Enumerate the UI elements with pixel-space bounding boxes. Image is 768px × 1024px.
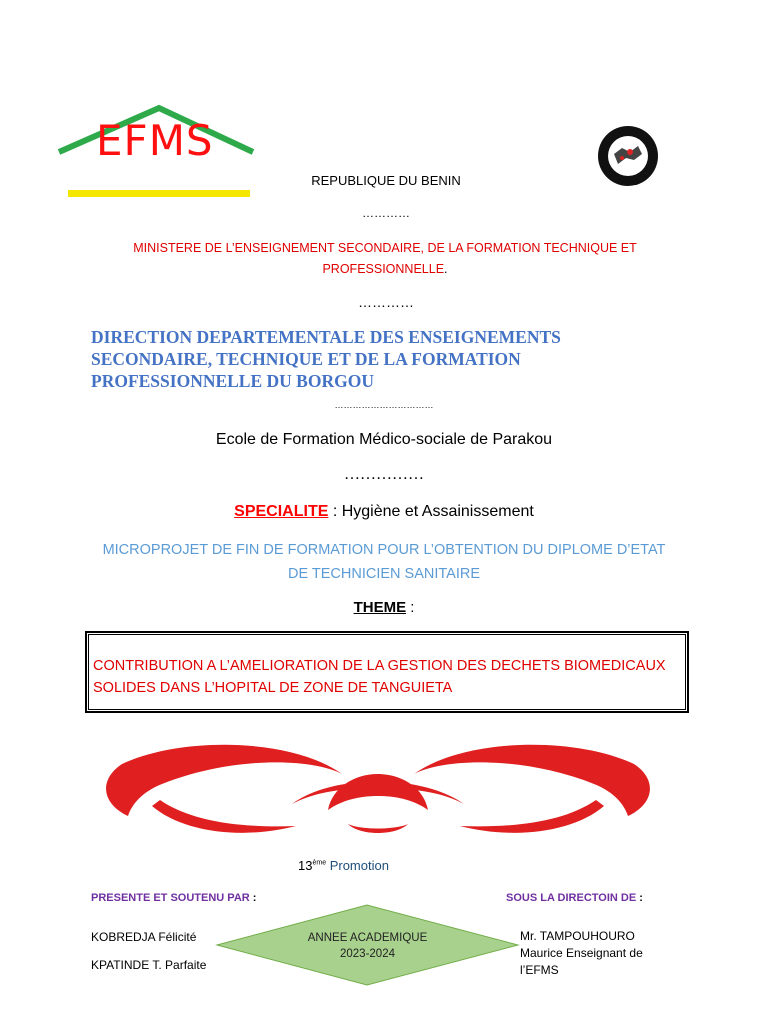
- directoin-label: [506, 892, 643, 904]
- promotion-line: [298, 858, 389, 873]
- separator-dots: ……………………………: [334, 400, 434, 410]
- presente-text: PRESENTE ET SOUTENU PAR: [91, 892, 250, 904]
- directoin-colon: :: [636, 892, 643, 904]
- republique-title: REPUBLIQUE DU BENIN: [311, 173, 461, 188]
- theme-heading: [0, 599, 768, 616]
- specialite-line: [0, 503, 768, 521]
- director-name: Mr. TAMPOUHOURO Maurice Enseignant de l’EFMS: [520, 929, 643, 977]
- biohazard-image: [92, 744, 664, 842]
- student-name: KOBREDJA Félicité: [91, 930, 197, 944]
- directoin-text: SOUS LA DIRECTOIN DE: [506, 892, 637, 904]
- promotion-label: Promotion: [326, 858, 389, 873]
- school-name: Ecole de Formation Médico-sociale de Parakou: [215, 431, 553, 448]
- logo-text: EFMS: [96, 116, 214, 165]
- promotion-suffix: ème: [312, 859, 327, 867]
- theme-box: [86, 632, 688, 712]
- student-name: KPATINDE T. Parfaite: [91, 958, 207, 972]
- academic-year-label: ANNEE ACADEMIQUE: [307, 932, 428, 944]
- ministere-text: MINISTERE DE L’ENSEIGNEMENT SECONDAIRE, DE LA FORMATION TECHNIQUE ET PROFESSIONNELLE: [133, 241, 637, 276]
- presente-colon: :: [249, 892, 257, 904]
- separator-dots: ……………: [344, 466, 424, 483]
- theme-label: THEME: [353, 599, 407, 616]
- specialite-label: SPECIALITE: [234, 503, 329, 520]
- separator-dots: …………: [362, 206, 410, 220]
- theme-colon: :: [406, 599, 415, 616]
- ministere-title: [110, 238, 660, 280]
- microprojet-title: MICROPROJET DE FIN DE FORMATION POUR L’OBTENTION DU DIPLOME D’ETAT DE TECHNICIEN SANITAIRE: [102, 542, 666, 582]
- presente-label: [91, 892, 256, 904]
- separator-dots: …………: [358, 294, 414, 310]
- specialite-value: : Hygiène et Assainissement: [328, 503, 534, 520]
- academic-year-text: [215, 930, 520, 962]
- promotion-number: 13: [298, 858, 313, 873]
- ministere-period: .: [444, 262, 448, 276]
- theme-text: CONTRIBUTION A L’AMELIORATION DE LA GESTION DES DECHETS BIOMEDICAUX SOLIDES DANS L’HOPITAL DE ZONE DE TANGUIETA: [93, 658, 666, 696]
- academic-year-value: 2023-2024: [340, 948, 395, 960]
- direction-title: DIRECTION DEPARTEMENTALE DES ENSEIGNEMENTS SECONDAIRE, TECHNIQUE ET DE LA FORMATION PROFESSIONNELLE DU BORGOU: [91, 327, 561, 391]
